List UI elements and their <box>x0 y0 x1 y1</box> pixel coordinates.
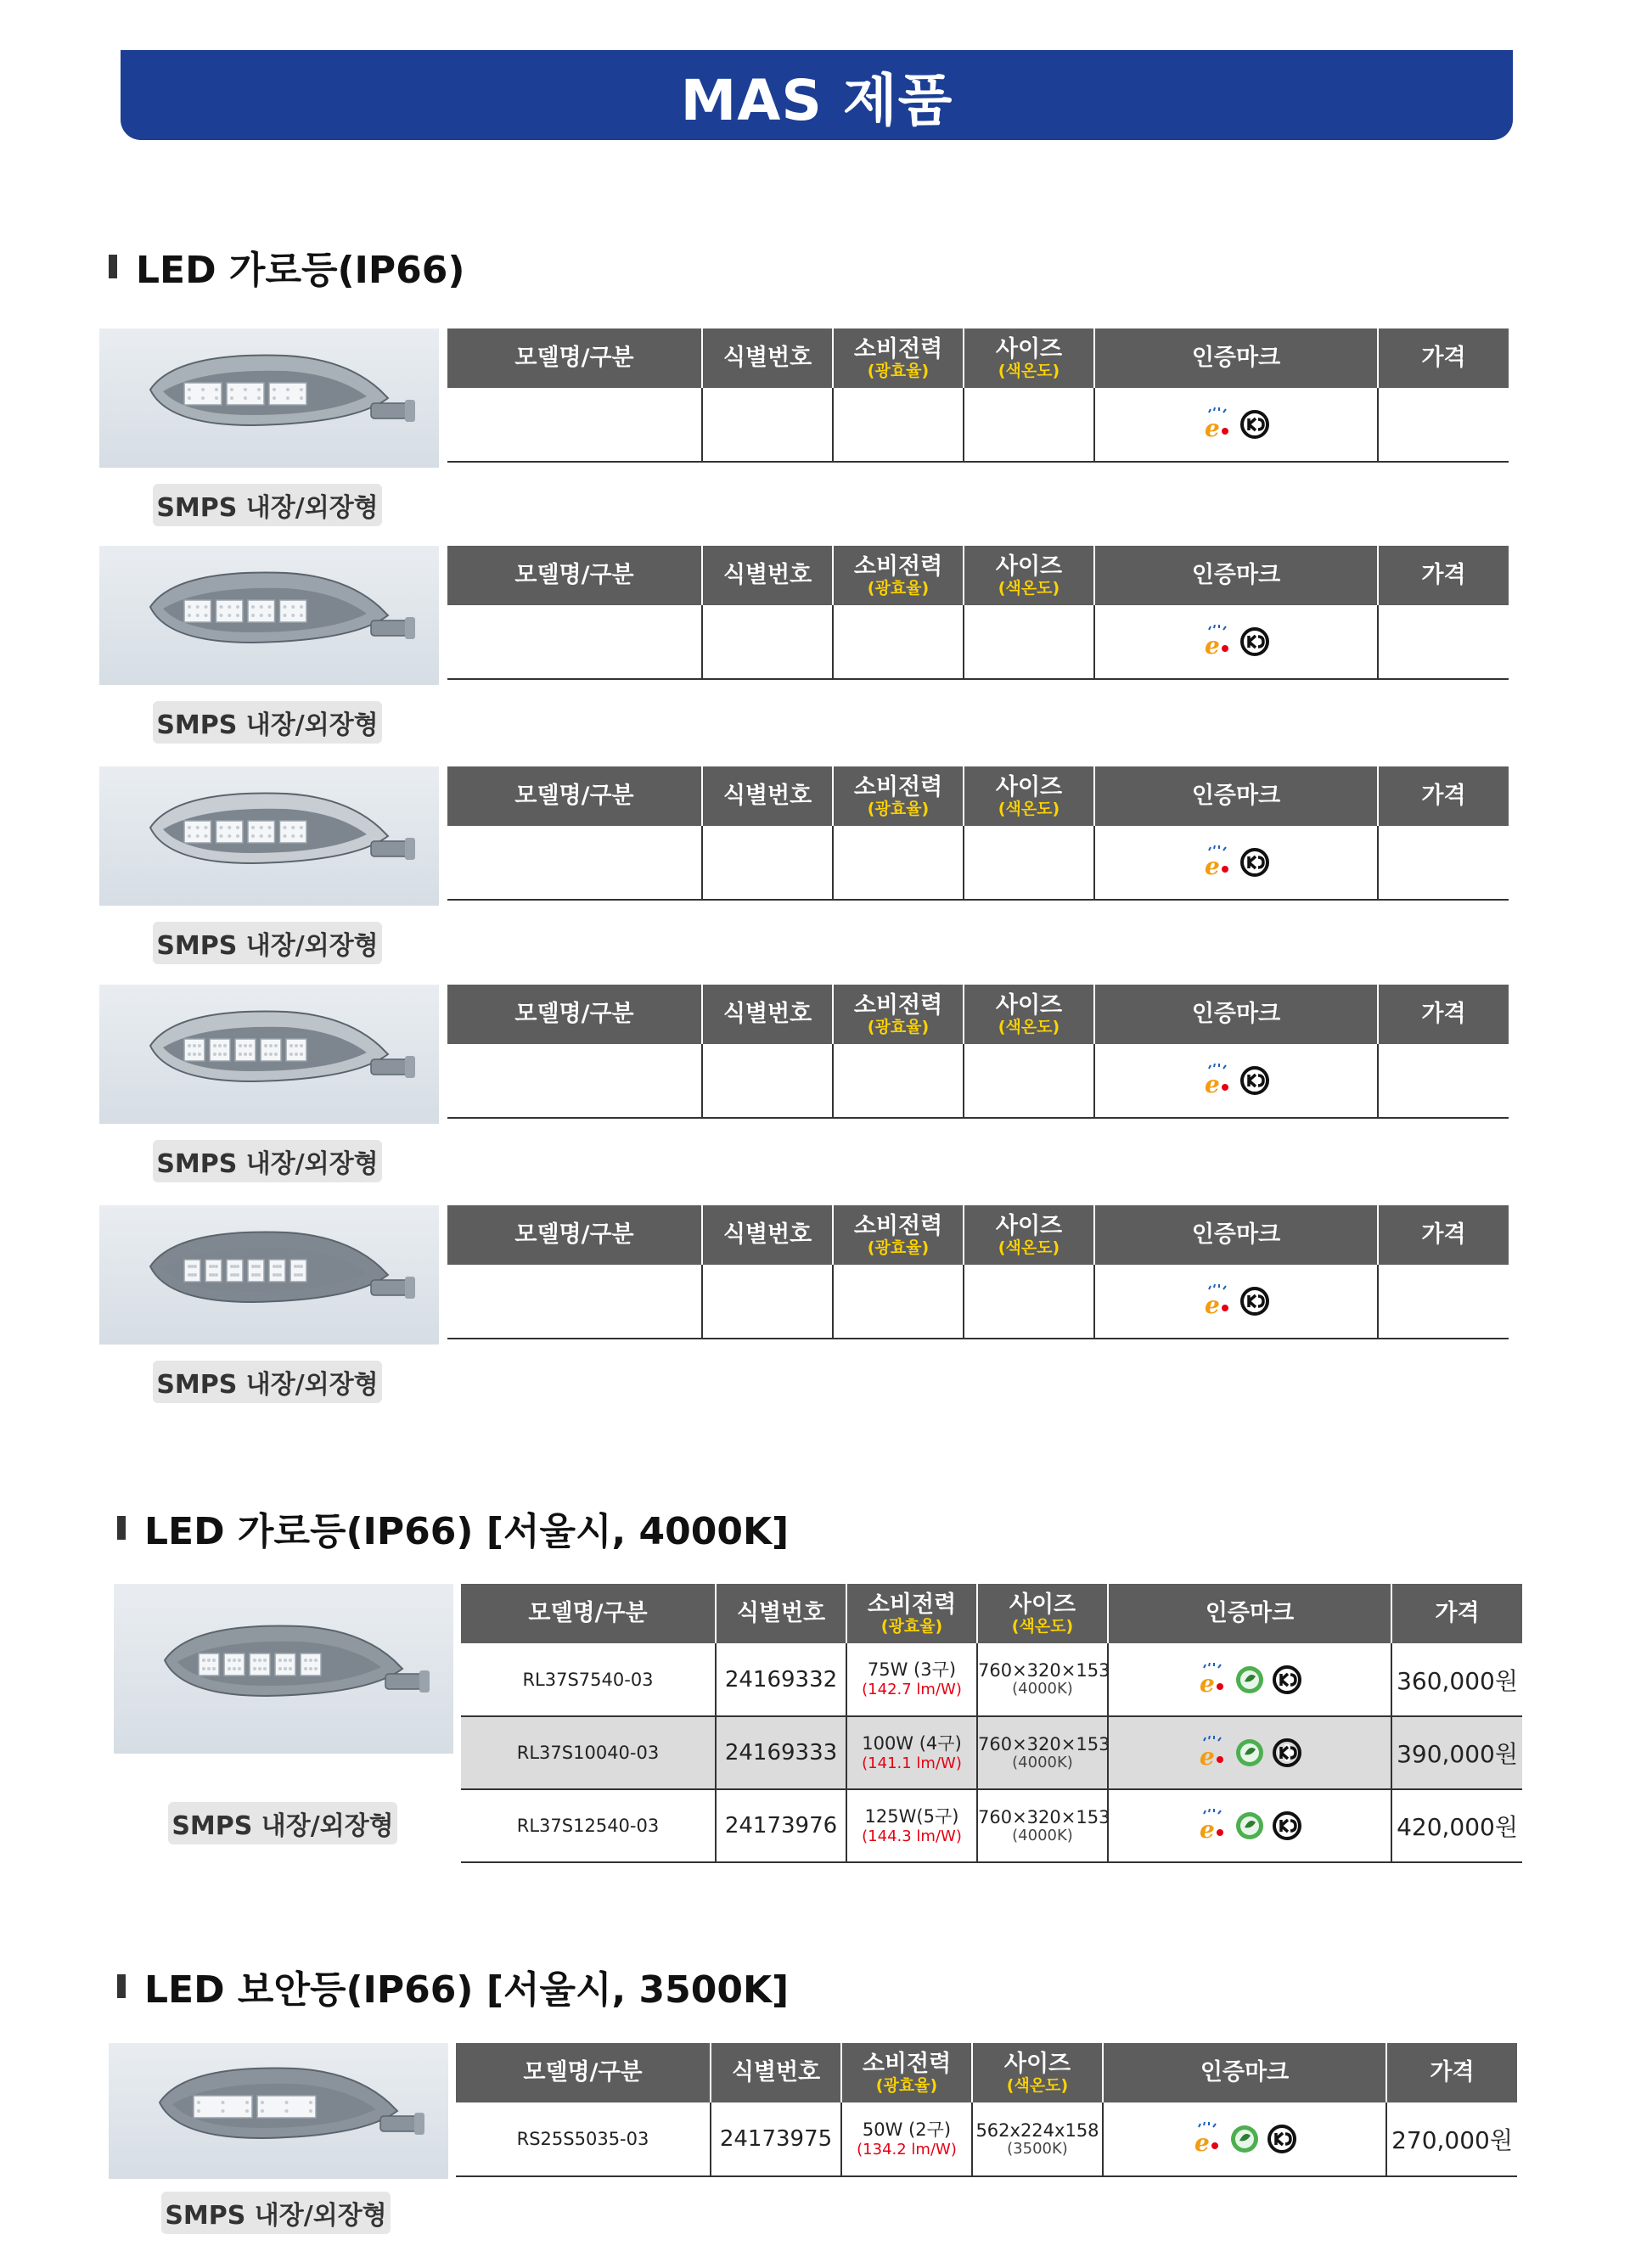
power-cell <box>833 388 964 462</box>
kc-mark-icon <box>1238 625 1272 659</box>
svg-text:e: e <box>1200 1816 1215 1843</box>
id-cell <box>702 1044 833 1118</box>
section-marker <box>117 1974 126 1998</box>
header-model: 모델명/구분 <box>447 1205 702 1265</box>
cert-marks <box>1200 1064 1272 1098</box>
page-title: MAS 제품 <box>680 67 953 133</box>
cert-cell <box>1094 388 1378 462</box>
table-row <box>447 1265 1509 1339</box>
eco-label-icon <box>1233 1663 1267 1697</box>
e-efficiency-mark-icon <box>1200 1284 1234 1318</box>
street-lamp-image <box>99 1205 439 1345</box>
street-lamp-image <box>99 766 439 906</box>
price-cell: 390,000원 <box>1391 1716 1522 1789</box>
header-cert: 인증마크 <box>1094 985 1378 1044</box>
kc-mark-icon <box>1270 1663 1304 1697</box>
header-cert: 인증마크 <box>1094 1205 1378 1265</box>
id-cell: 24173975 <box>711 2102 841 2176</box>
e-efficiency-mark-icon <box>1190 2122 1224 2156</box>
header-id: 식별번호 <box>702 546 833 605</box>
header-cert: 인증마크 <box>1094 546 1378 605</box>
product-photo <box>99 546 439 685</box>
id-cell <box>702 605 833 679</box>
model-cell: RL37S10040-03 <box>461 1716 716 1789</box>
cert-marks <box>1195 1663 1304 1697</box>
kc-mark-icon <box>1270 1736 1304 1770</box>
price-cell: 360,000원 <box>1391 1643 1522 1716</box>
header-size: 사이즈 (색온도) <box>972 2043 1103 2102</box>
spec-table <box>447 985 1509 1119</box>
kc-mark-icon <box>1270 1809 1304 1843</box>
cert-marks <box>1200 625 1272 659</box>
id-cell: 24169333 <box>716 1716 846 1789</box>
model-cell <box>447 1044 702 1118</box>
cert-cell <box>1108 1716 1391 1789</box>
header-size: 사이즈 (색온도) <box>964 985 1094 1044</box>
street-lamp-image <box>114 1584 453 1754</box>
cert-marks <box>1195 1809 1304 1843</box>
header-model: 모델명/구분 <box>456 2043 711 2102</box>
header-size: 사이즈 (색온도) <box>964 1205 1094 1265</box>
header-price: 가격 <box>1378 546 1509 605</box>
e-efficiency-mark-icon <box>1200 625 1234 659</box>
header-size: 사이즈 (색온도) <box>977 1584 1108 1643</box>
header-cert: 인증마크 <box>1103 2043 1386 2102</box>
efficacy-value: (141.1 lm/W) <box>862 1754 962 1772</box>
efficacy-value: (134.2 lm/W) <box>857 2140 957 2159</box>
power-cell: 50W (2구) (134.2 lm/W) <box>841 2102 972 2176</box>
table-row <box>461 1789 1522 1862</box>
table-header-row <box>447 328 1509 388</box>
size-cell <box>964 605 1094 679</box>
smps-label: SMPS 내장/외장형 <box>153 484 382 526</box>
product-photo <box>99 766 439 906</box>
table-row <box>447 388 1509 462</box>
header-price: 가격 <box>1391 1584 1522 1643</box>
id-cell <box>702 1265 833 1339</box>
spec-table <box>461 1584 1522 1863</box>
price-cell <box>1378 388 1509 462</box>
price-cell <box>1378 1265 1509 1339</box>
spec-table <box>456 2043 1517 2177</box>
color-temp-value: (4000K) <box>1012 1680 1073 1698</box>
price-cell: 420,000원 <box>1391 1789 1522 1862</box>
header-power: 소비전력 (광효율) <box>833 546 964 605</box>
header-id: 식별번호 <box>702 328 833 388</box>
header-model: 모델명/구분 <box>447 546 702 605</box>
efficacy-value: (144.3 lm/W) <box>862 1827 962 1845</box>
smps-label: SMPS 내장/외장형 <box>153 922 382 964</box>
header-power: 소비전력 (광효율) <box>841 2043 972 2102</box>
header-id: 식별번호 <box>716 1584 846 1643</box>
header-model: 모델명/구분 <box>447 766 702 826</box>
header-power: 소비전력 (광효율) <box>833 985 964 1044</box>
table-header-row <box>447 766 1509 826</box>
model-cell <box>447 826 702 900</box>
table-row <box>461 1643 1522 1716</box>
model-cell <box>447 388 702 462</box>
smps-label: SMPS 내장/외장형 <box>153 1361 382 1403</box>
cert-cell <box>1094 1265 1378 1339</box>
svg-text:e: e <box>1200 1743 1215 1770</box>
e-efficiency-mark-icon <box>1200 845 1234 879</box>
e-efficiency-mark-icon <box>1200 407 1234 441</box>
svg-text:e: e <box>1205 414 1220 441</box>
e-efficiency-mark-icon <box>1200 1064 1234 1098</box>
cert-cell <box>1103 2102 1386 2176</box>
section-title-streetlight: LED 가로등(IP66) <box>109 239 465 294</box>
svg-text:e: e <box>1205 632 1220 659</box>
power-cell <box>833 1044 964 1118</box>
size-cell <box>964 1265 1094 1339</box>
power-cell <box>833 1265 964 1339</box>
id-cell: 24173976 <box>716 1789 846 1862</box>
cert-cell <box>1094 605 1378 679</box>
color-temp-value: (3500K) <box>1007 2139 1068 2158</box>
cert-marks <box>1200 1284 1272 1318</box>
header-power: 소비전력 (광효율) <box>833 1205 964 1265</box>
header-price: 가격 <box>1378 1205 1509 1265</box>
cert-cell <box>1094 1044 1378 1118</box>
kc-mark-icon <box>1238 1284 1272 1318</box>
cert-cell <box>1094 826 1378 900</box>
spec-table <box>447 328 1509 463</box>
eco-label-icon <box>1233 1809 1267 1843</box>
street-lamp-image <box>99 328 439 468</box>
product-photo <box>109 2043 448 2179</box>
header-price: 가격 <box>1378 328 1509 388</box>
header-id: 식별번호 <box>702 766 833 826</box>
cert-cell <box>1108 1643 1391 1716</box>
cert-cell <box>1108 1789 1391 1862</box>
section-title-security-3500k: LED 보안등(IP66) [서울시, 3500K] <box>117 1959 789 2013</box>
product-photo <box>99 1205 439 1345</box>
power-cell <box>833 826 964 900</box>
table-row <box>461 1716 1522 1789</box>
table-header-row <box>447 1205 1509 1265</box>
smps-label: SMPS 내장/외장형 <box>168 1802 397 1844</box>
header-id: 식별번호 <box>711 2043 841 2102</box>
header-cert: 인증마크 <box>1094 766 1378 826</box>
e-efficiency-mark-icon <box>1195 1809 1229 1843</box>
header-price: 가격 <box>1378 985 1509 1044</box>
header-price: 가격 <box>1378 766 1509 826</box>
power-cell <box>833 605 964 679</box>
header-size: 사이즈 (색온도) <box>964 328 1094 388</box>
efficacy-value: (142.7 lm/W) <box>862 1681 962 1699</box>
header-id: 식별번호 <box>702 985 833 1044</box>
cert-marks <box>1200 407 1272 441</box>
model-cell <box>447 605 702 679</box>
svg-text:e: e <box>1205 852 1220 879</box>
street-lamp-image <box>109 2043 448 2179</box>
table-row <box>447 826 1509 900</box>
id-cell <box>702 388 833 462</box>
page-banner <box>121 50 1513 140</box>
e-efficiency-mark-icon <box>1195 1663 1229 1697</box>
price-cell <box>1378 826 1509 900</box>
svg-text:e: e <box>1194 2129 1210 2156</box>
price-cell <box>1378 1044 1509 1118</box>
e-efficiency-mark-icon <box>1195 1736 1229 1770</box>
section-marker <box>117 1516 126 1540</box>
header-power: 소비전력 (광효율) <box>833 766 964 826</box>
spec-table <box>447 1205 1509 1339</box>
power-cell: 125W(5구) (144.3 lm/W) <box>846 1789 977 1862</box>
size-cell <box>964 1044 1094 1118</box>
size-cell: 760×320×153 (4000K) <box>977 1716 1108 1789</box>
table-header-row <box>447 985 1509 1044</box>
power-cell: 75W (3구) (142.7 lm/W) <box>846 1643 977 1716</box>
color-temp-value: (4000K) <box>1012 1753 1073 1771</box>
model-cell: RS25S5035-03 <box>456 2102 711 2176</box>
section-title-seoul-4000k: LED 가로등(IP66) [서울시, 4000K] <box>117 1501 789 1555</box>
model-cell: RL37S7540-03 <box>461 1643 716 1716</box>
size-cell <box>964 388 1094 462</box>
size-cell: 760×320×153 (4000K) <box>977 1643 1108 1716</box>
size-cell <box>964 826 1094 900</box>
header-id: 식별번호 <box>702 1205 833 1265</box>
spec-table <box>447 546 1509 680</box>
header-price: 가격 <box>1386 2043 1517 2102</box>
price-cell: 270,000원 <box>1386 2102 1517 2176</box>
table-row <box>456 2102 1517 2176</box>
svg-text:e: e <box>1200 1669 1215 1697</box>
eco-label-icon <box>1228 2122 1262 2156</box>
product-photo <box>99 328 439 468</box>
cert-marks <box>1200 845 1272 879</box>
header-model: 모델명/구분 <box>461 1584 716 1643</box>
cert-marks <box>1195 1736 1304 1770</box>
table-header-row <box>461 1584 1522 1643</box>
id-cell <box>702 826 833 900</box>
svg-text:e: e <box>1205 1291 1220 1318</box>
kc-mark-icon <box>1238 845 1272 879</box>
header-model: 모델명/구분 <box>447 985 702 1044</box>
spec-table <box>447 766 1509 901</box>
header-power: 소비전력 (광효율) <box>833 328 964 388</box>
table-header-row <box>447 546 1509 605</box>
price-cell <box>1378 605 1509 679</box>
smps-label: SMPS 내장/외장형 <box>161 2192 391 2234</box>
color-temp-value: (4000K) <box>1012 1826 1073 1844</box>
model-cell: RL37S12540-03 <box>461 1789 716 1862</box>
cert-marks <box>1190 2122 1299 2156</box>
header-cert: 인증마크 <box>1108 1584 1391 1643</box>
id-cell: 24169332 <box>716 1643 846 1716</box>
header-model: 모델명/구분 <box>447 328 702 388</box>
street-lamp-image <box>99 985 439 1124</box>
product-photo <box>114 1584 453 1754</box>
header-cert: 인증마크 <box>1094 328 1378 388</box>
table-header-row <box>456 2043 1517 2102</box>
svg-text:e: e <box>1205 1070 1220 1098</box>
eco-label-icon <box>1233 1736 1267 1770</box>
model-cell <box>447 1265 702 1339</box>
smps-label: SMPS 내장/외장형 <box>153 1140 382 1182</box>
kc-mark-icon <box>1238 1064 1272 1098</box>
header-size: 사이즈 (색온도) <box>964 766 1094 826</box>
power-cell: 100W (4구) (141.1 lm/W) <box>846 1716 977 1789</box>
kc-mark-icon <box>1265 2122 1299 2156</box>
smps-label: SMPS 내장/외장형 <box>153 701 382 744</box>
size-cell: 562x224x158 (3500K) <box>972 2102 1103 2176</box>
section-marker <box>109 255 117 278</box>
size-cell: 760×320×153 (4000K) <box>977 1789 1108 1862</box>
header-size: 사이즈 (색온도) <box>964 546 1094 605</box>
kc-mark-icon <box>1238 407 1272 441</box>
header-power: 소비전력 (광효율) <box>846 1584 977 1643</box>
table-row <box>447 605 1509 679</box>
table-row <box>447 1044 1509 1118</box>
product-photo <box>99 985 439 1124</box>
street-lamp-image <box>99 546 439 685</box>
